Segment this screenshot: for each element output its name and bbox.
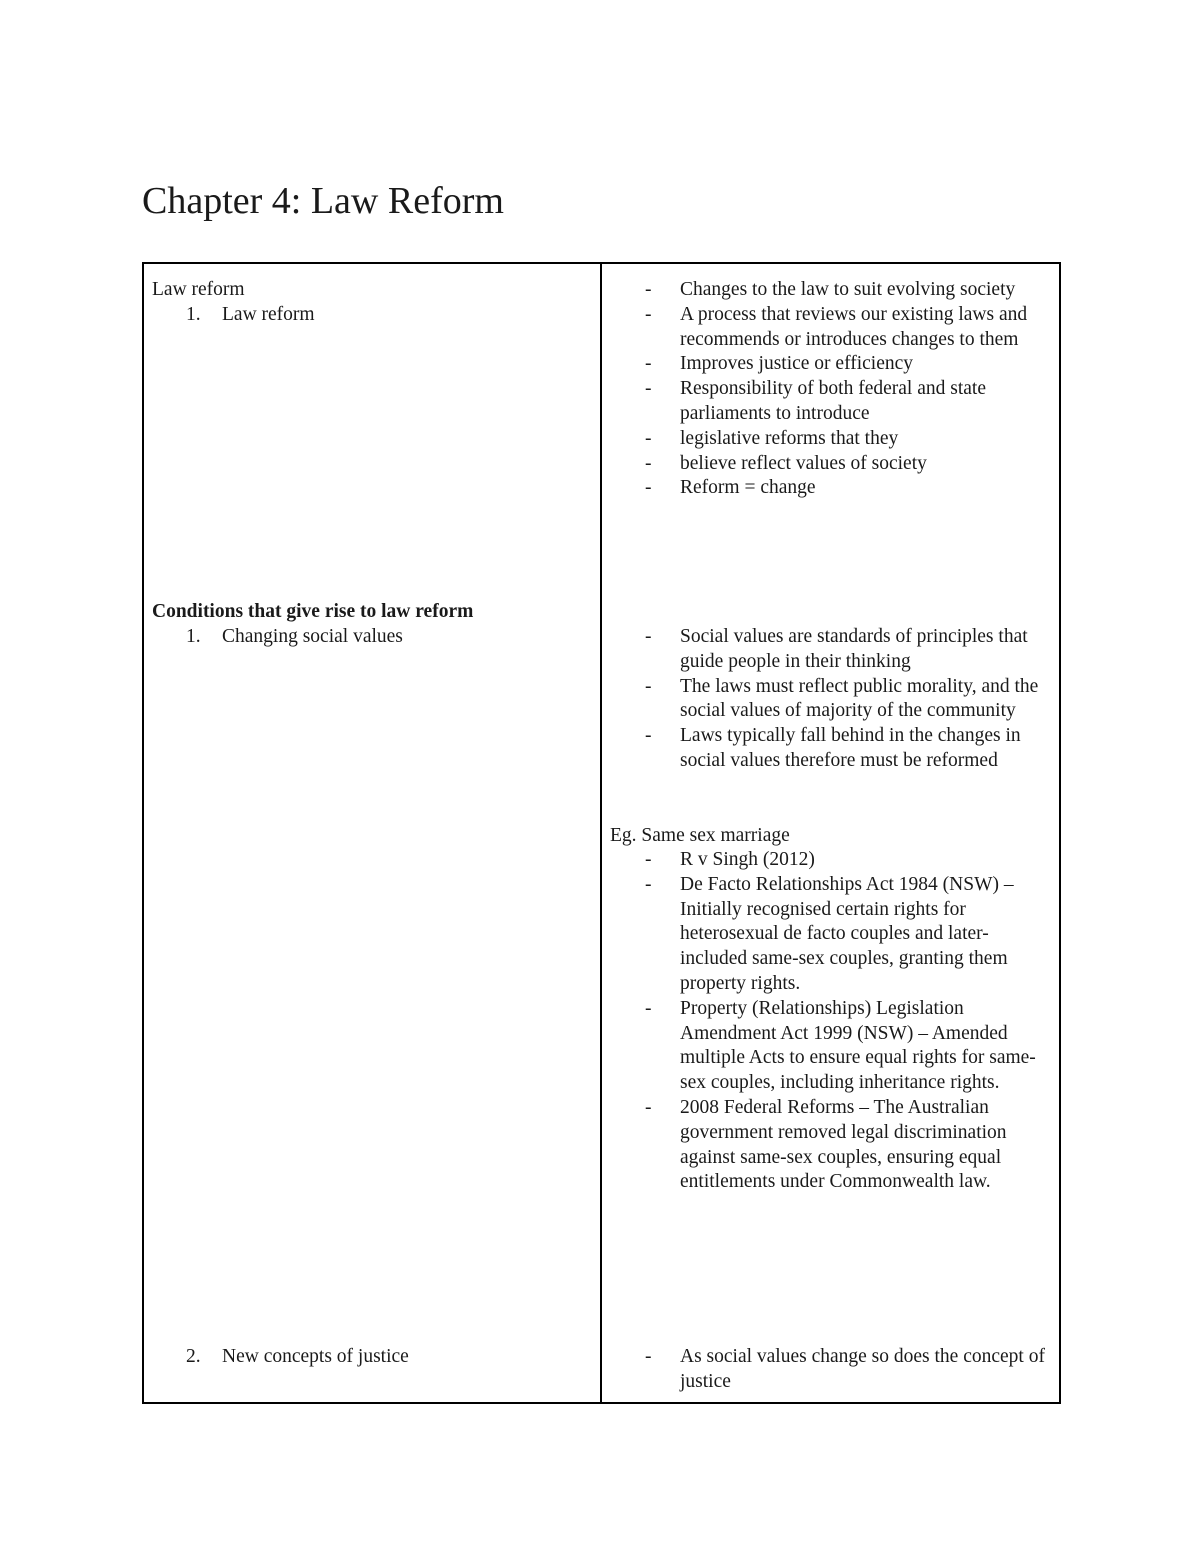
list-item-new-concepts-of-justice: New concepts of justice xyxy=(222,1346,409,1367)
item-number: 2. xyxy=(186,1346,201,1367)
item-number: 1. xyxy=(186,304,201,325)
list-item: - Property (Relationships) Legislation Amendment Act 1999 (NSW) – Amended multiple Acts to ensure equal rights for same-sex couples, including inheritance rights. xyxy=(645,997,1036,1094)
list-item-changing-social-values: Changing social values xyxy=(222,626,403,647)
list-item: - R v Singh (2012) xyxy=(645,849,815,870)
list-item: - Reform = change xyxy=(645,477,816,499)
example-points xyxy=(645,848,1052,1195)
list-item: - A process that reviews our existing laws and recommends or introduces changes to them xyxy=(645,303,1028,350)
list-item: - As social values change so does the concept of justice xyxy=(645,1346,1045,1392)
section-heading: Conditions that give rise to law reform xyxy=(152,601,474,622)
list-item: - Social values are standards of principles that guide people in their thinking xyxy=(645,626,1028,672)
list-item: - Improves justice or efficiency xyxy=(645,353,914,375)
page-title: Chapter 4: Law Reform xyxy=(142,180,504,222)
list-item: - 2008 Federal Reforms – The Australian government removed legal discrimination against same-sex couples, ensuring equal entitlements under Commonwealth law. xyxy=(645,1096,1007,1193)
list-item: - De Facto Relationships Act 1984 (NSW) – Initially recognised certain rights for heterosexual de facto couples and later-included same-sex couples, granting them property rights. xyxy=(645,873,1014,994)
justice-points xyxy=(645,1345,1052,1395)
list-item: - legislative reforms that they xyxy=(645,427,899,449)
list-item: - The laws must reflect public morality, and the social values of majority of the community xyxy=(645,675,1039,722)
list-item: - Changes to the law to suit evolving society xyxy=(645,279,1016,300)
item-number: 1. xyxy=(186,626,201,647)
law-reform-points xyxy=(645,278,1052,501)
list-item: - believe reflect values of society xyxy=(645,452,927,474)
social-values-points xyxy=(645,625,1052,774)
example-label: Eg. Same sex marriage xyxy=(610,825,790,846)
list-item-law-reform: Law reform xyxy=(222,304,315,325)
list-item: - Responsibility of both federal and state parliaments to introduce xyxy=(645,378,986,424)
intro-heading: Law reform xyxy=(152,279,245,300)
column-divider xyxy=(600,262,602,1404)
list-item: - Laws typically fall behind in the changes in social values therefore must be reformed xyxy=(645,725,1021,771)
